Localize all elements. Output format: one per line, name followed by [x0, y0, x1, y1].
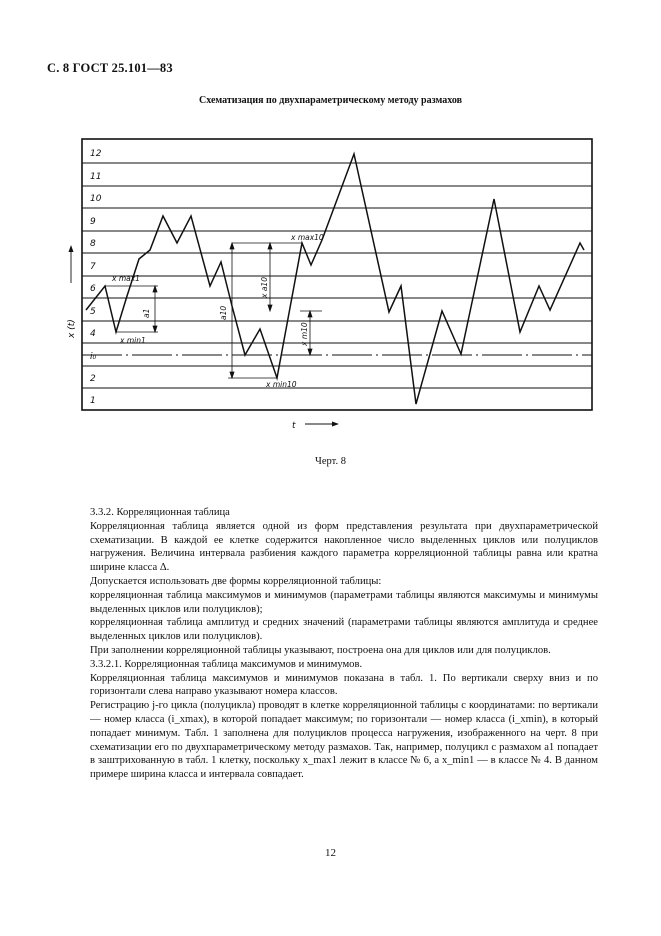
xa10-label: x a10: [260, 277, 269, 298]
class-lines: [82, 163, 592, 388]
x-min10-label: x min10: [266, 380, 297, 389]
schematization-diagram: [60, 128, 600, 438]
paragraph: Корреляционная таблица максимумов и минимумов показана в табл. 1. По вертикали сверху вниз и по горизонтали слева направо указывают номера классов.: [90, 672, 598, 698]
class-label: 12: [90, 149, 102, 159]
paragraph: 3.3.2. Корреляционная таблица: [90, 507, 230, 518]
class-label: 11: [90, 172, 102, 182]
y-axis: [67, 245, 77, 339]
class-label: 2: [90, 374, 96, 384]
class-label: 7: [90, 262, 96, 272]
class-label: 6: [90, 284, 96, 294]
a1-label: a1: [142, 308, 151, 318]
paragraph: При заполнении корреляционной таблицы указывают, построена она для циклов или для полуциклов.: [90, 644, 551, 656]
paragraph: Регистрацию j-го цикла (полуцикла) проводят в клетке корреляционной таблицы с координатами: по вертикали — номер класса (i_xmax), в которой попадает максимум; по горизонтали — номер класса (i_xmin), в который попадает минимум. Табл. 1 заполнена для полуциклов процесса нагружения, изображенного на черт. 8 при схематизации его по двухпараметрическому методу размахов. Так, например, полуцикл с размахом a1 попадает в заштрихованную в табл. 1 клетку, поскольку x_max1 лежит в классе № 6, а x_min1 — в классе № 4. В данном примере ширина класса и интервала совпадает.: [90, 700, 598, 781]
figure-caption: Черт. 8: [315, 456, 346, 467]
class-label: 5: [90, 307, 96, 317]
y-axis-label: x (t): [67, 319, 77, 338]
figure-title: Схематизация по двухпараметрическому методу размахов: [199, 95, 462, 106]
a10-dimension: [228, 243, 302, 378]
body-text: [90, 506, 598, 782]
class-label: 4: [90, 329, 96, 339]
xm10-label: x m10: [300, 322, 309, 346]
class-label: 9: [90, 217, 96, 227]
x-min1-label: x min1: [120, 336, 146, 345]
paragraph: корреляционная таблица максимумов и минимумов (параметрами таблицы являются максимумы и минимумы выделенных циклов или полуциклов);: [90, 589, 598, 615]
class-label: 10: [90, 194, 102, 204]
x-axis-label: t: [292, 421, 296, 431]
x-axis: [292, 421, 339, 431]
document-header: С. 8 ГОСТ 25.101—83: [47, 61, 173, 75]
a10-label: a10: [219, 305, 228, 320]
paragraph: Корреляционная таблица является одной из форм представления результата при двухпараметрической схематизации. В каждой ее клетке содержится накопленное число выделенных циклов или полуциклов нагружения. Величина интервала разбиения каждого параметра корреляционной таблицы равна или кратна ширине класса Δ.: [90, 520, 598, 574]
x-max1-label: x max1: [112, 274, 140, 283]
diagram-frame: [82, 139, 592, 410]
paragraph: корреляционная таблица амплитуд и средних значений (параметрами таблицы являются амплитуда и среднее выделенных циклов или полуциклов).: [90, 617, 598, 643]
x-max10-label: x max10: [291, 233, 324, 242]
paragraph: 3.3.2.1. Корреляционная таблица максимумов и минимумов.: [90, 658, 363, 670]
class-label: 1: [90, 396, 96, 406]
page-number: 12: [325, 847, 336, 859]
paragraph: Допускается использовать две формы корреляционной таблицы:: [90, 575, 382, 587]
class-labels: [90, 149, 102, 406]
loading-process-curve: [86, 154, 584, 404]
class-label: 8: [90, 239, 96, 249]
class-label: i₀: [90, 352, 97, 362]
